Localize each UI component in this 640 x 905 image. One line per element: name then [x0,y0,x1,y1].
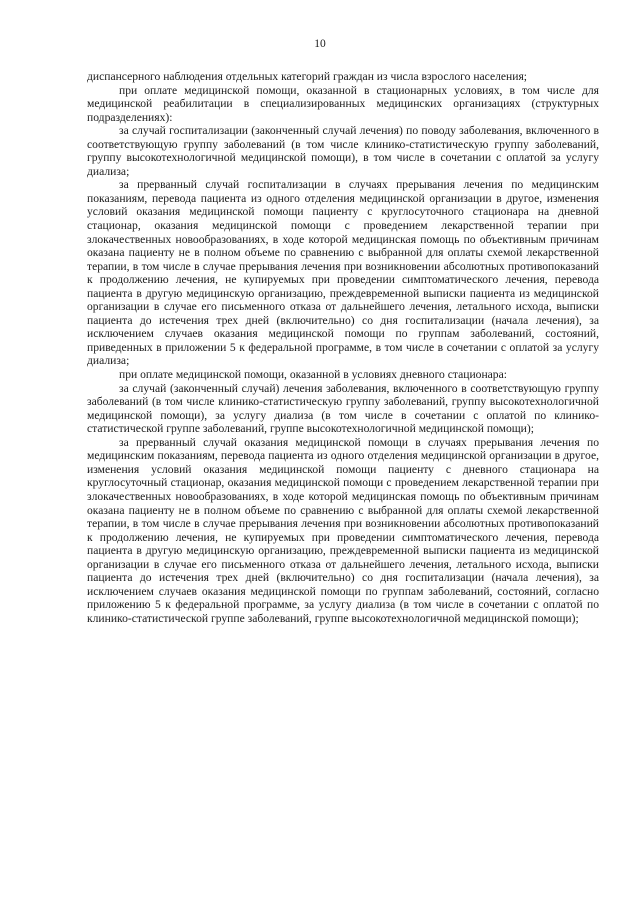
paragraph-interrupted-hospitalization: за прерванный случай госпитализации в случаях прерывания лечения по медицинским показаниям, перевода пациента из одного отделения медицинской организации в другое, изменения условий оказания медицинской помощи пациенту с круглосуточного стационара на дневной стационар, оказания медицинской помощи с проведением лекарственной терапии при злокачественных новообразованиях, в ходе которой медицинская помощь по объективным причинам оказана пациенту не в полном объеме по сравнению с выбранной для оплаты схемой лекарственной терапии, в том числе в случае прерывания лечения при возникновении абсолютных противопоказаний к продолжению лечения, не купируемых при проведении симптоматического лечения, перевода пациента в другую медицинскую организацию, преждевременной выписки пациента из медицинской организации в случае его письменного отказа от дальнейшего лечения, летального исхода, выписки пациента до истечения трех дней (включительно) со дня госпитализации (начала лечения), за исключением случаев оказания медицинской помощи по группам заболеваний, состояний, приведенных в приложении 5 к федеральной программе, в том числе в сочетании с оплатой за услугу диализа; [87,178,599,368]
paragraph-interrupted-day-hospital-case: за прерванный случай оказания медицинской помощи в случаях прерывания лечения по медицинским показаниям, перевода пациента из одного отделения медицинской организации в другое, изменения условий оказания медицинской помощи пациенту с дневного стационара на круглосуточный стационар, оказания медицинской помощи с проведением лекарственной терапии при злокачественных новообразованиях, в ходе которой медицинская помощь по объективным причинам оказана пациенту не в полном объеме по сравнению с выбранной для оплаты схемой лекарственной терапии, в том числе в случае прерывания лечения при возникновении абсолютных противопоказаний к продолжению лечения, не купируемых при проведении симптоматического лечения, перевода пациента в другую медицинскую организацию, преждевременной выписки пациента из медицинской организации в случае его письменного отказа от дальнейшего лечения, летального исхода, выписки пациента до истечения трех дней (включительно) со дня госпитализации (начала лечения), за исключением случаев оказания медицинской помощи по группам заболеваний, состояний, согласно приложению 5 к федеральной программе, за услугу диализа (в том числе в сочетании с оплатой по клинико-статистической группе заболеваний, группе высокотехнологичной медицинской помощи); [87,435,599,625]
page-number: 10 [314,38,326,50]
document-body [87,70,599,625]
paragraph-continuation: диспансерного наблюдения отдельных категорий граждан из числа взрослого населения; [87,70,528,83]
paragraph-hospitalization-case: за случай госпитализации (законченный случай лечения) по поводу заболевания, включенного в соответствующую группу заболеваний (в том числе клинико-статистическую группу заболеваний, группу высокотехнологичной медицинской помощи), в том числе в сочетании с оплатой за услугу диализа; [87,124,599,178]
paragraph-inpatient-payment: при оплате медицинской помощи, оказанной в стационарных условиях, в том числе для медицинской реабилитации в специализированных медицинских организациях (структурных подразделениях): [87,83,599,124]
paragraph-day-hospital-payment: при оплате медицинской помощи, оказанной в условиях дневного стационара: [119,368,507,382]
paragraph-day-hospital-case: за случай (законченный случай) лечения заболевания, включенного в соответствующую группу заболеваний (в том числе клинико-статистическую группу заболеваний, группу высокотехнологичной медицинской помощи), за услугу диализа (в том числе в сочетании с оплатой по клинико-статистической группе заболеваний, группе высокотехнологичной медицинской помощи); [87,381,599,436]
